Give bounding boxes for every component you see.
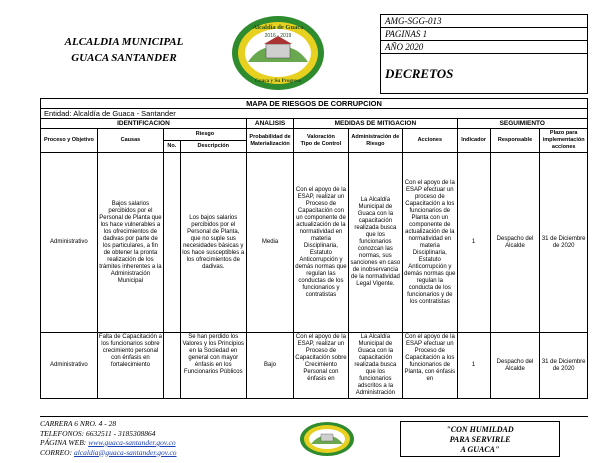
document-code: AMG-SGG-013 [381, 15, 587, 28]
website-label: PÁGINA WEB: [40, 438, 89, 447]
cell-descripcion: Se han perdido los Valores y los Principios en la Sociedad en general con mayor énfasis en los Funcionarios Públicos [180, 333, 246, 399]
table-title: MAPA DE RIESGOS DE CORRUPCION [41, 99, 588, 109]
document-header [40, 12, 588, 94]
seal-text-top: Alcaldía de Guaca [252, 24, 304, 31]
website-line [40, 438, 270, 448]
risk-map-table [40, 98, 588, 399]
document-pages: PAGINAS 1 [381, 28, 587, 41]
address: CARRERA 6 NRO. 4 - 28 [40, 419, 117, 428]
cell-acciones: Con el apoyo de la ESAP efectuar un proceso de Capacitación a los funcionarios de Planta con un componente de actualización de la normatividad en materia Disciplinaria, Estatuto Anticorrupción y demás normas que regulan la conducta de los funcionarios y de los contratistas [403, 153, 457, 333]
group-analisis: ANALISIS [246, 119, 293, 129]
col-riesgo: Riesgo [164, 129, 247, 141]
cell-plazo: 31 de Diciembre de 2020 [540, 333, 588, 399]
phones: TELEFONOS: 6632511 - 3185308864 [40, 428, 156, 438]
cell-causas: Bajos salarios percibidos por el Personal de Planta que los hace vulnerables a los ofrecimientos de dadivas por parte de los particulares, a fin de obtener la pronta realización de los trámites inherentes a la Administración Municipal [97, 153, 163, 333]
contact-info [40, 419, 270, 457]
seal-text-years: 2016 - 2019 [264, 33, 292, 39]
col-descripcion: Descripción [180, 141, 246, 153]
document-page [40, 12, 588, 460]
email-link[interactable]: alcaldia@guaca-santander.gov.co [73, 447, 177, 457]
col-probabilidad: Probabilidad de Materialización [246, 129, 293, 153]
group-identificacion: IDENTIFICACION [41, 119, 247, 129]
entity-label: Entidad: Alcaldía de Guaca - Santander [41, 109, 588, 119]
cell-administracion: La Alcaldía Municipal de Guaca con la capacitación realizada busca que los funcionarios conozcan las normas, sus sanciones en caso de inobservancia de la normatividad Legal Vigente. [348, 153, 402, 333]
col-administracion: Administración de Riesgo [348, 129, 402, 153]
municipal-seal-icon [230, 14, 326, 92]
document-footer [40, 416, 588, 460]
col-valoracion-label: Valoración [307, 133, 335, 140]
motto-line3: A GUACA" [460, 445, 500, 454]
email-line [40, 448, 270, 458]
cell-responsable: Despacho del Alcalde [490, 333, 540, 399]
motto-line1: "CON HUMILDAD [446, 425, 514, 434]
municipality-line2: GUACA SANTANDER [71, 52, 177, 64]
cell-probabilidad: Bajo [246, 333, 293, 399]
cell-responsable: Despacho del Alcalde [490, 153, 540, 333]
cell-no [164, 153, 181, 333]
cell-administracion: La Alcaldía Municipal de Guaca con la capacitación realizada busca que los funcionarios adscritos a la Administración [348, 333, 402, 399]
municipality-name [44, 34, 204, 66]
document-type: DECRETOS [385, 66, 454, 81]
cell-descripcion: Los bajos salarios percibidos por el Personal de Planta, que no suple sus necesidades básicas y los hace susceptibles a los ofrecimientos de dadivas. [180, 153, 246, 333]
col-causas: Causas [97, 129, 163, 153]
table-row [41, 333, 588, 399]
cell-causas: Falta de Capacitación a los funcionarios sobre crecimiento personal con énfasis en fortalecimiento [97, 333, 163, 399]
col-indicador: Indicador [457, 129, 490, 153]
cell-probabilidad: Media [246, 153, 293, 333]
group-medidas: MEDIDAS DE MITIGACION [294, 119, 457, 129]
cell-no [164, 333, 181, 399]
col-tipo-control-label: Tipo de Control [300, 140, 342, 147]
website-link[interactable]: www.guaca-santander.gov.co [88, 438, 176, 447]
footer-seal-icon [298, 420, 356, 458]
col-acciones: Acciones [403, 129, 457, 153]
cell-indicador: 1 [457, 153, 490, 333]
motto-line2: PARA SERVIRLE [449, 435, 511, 444]
col-plazo: Plazo para implementación acciones [540, 129, 588, 153]
col-valoracion [294, 129, 348, 153]
motto-box [400, 421, 560, 457]
cell-acciones: Con el apoyo de la ESAP efectuar un Proceso de Capacitación a los funcionarios de Planta, con énfasis en [403, 333, 457, 399]
municipality-line1: ALCALDIA MUNICIPAL [64, 36, 184, 48]
group-seguimiento: SEGUIMIENTO [457, 119, 587, 129]
cell-valoracion: Con el apoyo de la ESAP, realizar un Proceso de Capacitación sobre Crecimiento Personal con énfasis en [294, 333, 348, 399]
cell-indicador: 1 [457, 333, 490, 399]
cell-proceso: Administrativo [41, 153, 98, 333]
cell-plazo: 31 de Diciembre de 2020 [540, 153, 588, 333]
cell-proceso: Administrativo [41, 333, 98, 399]
document-year: AÑO 2020 [381, 41, 587, 54]
email-label: CORREO: [40, 447, 74, 457]
seal-text-bottom: Guaca y Su Progreso [254, 78, 302, 84]
table-row [41, 153, 588, 333]
col-responsable: Responsable [490, 129, 540, 153]
document-control-box [380, 14, 588, 94]
col-no: No. [164, 141, 181, 153]
col-proceso: Proceso y Objetivo [41, 129, 98, 153]
cell-valoracion: Con el apoyo de la ESAP, realizar un Proceso de Capacitación con un componente de actualización de la normatividad en materia Disciplinaria, Estatuto Anticorrupción y demás normas que regulan las conductas de los funcionarios y contratistas [294, 153, 348, 333]
